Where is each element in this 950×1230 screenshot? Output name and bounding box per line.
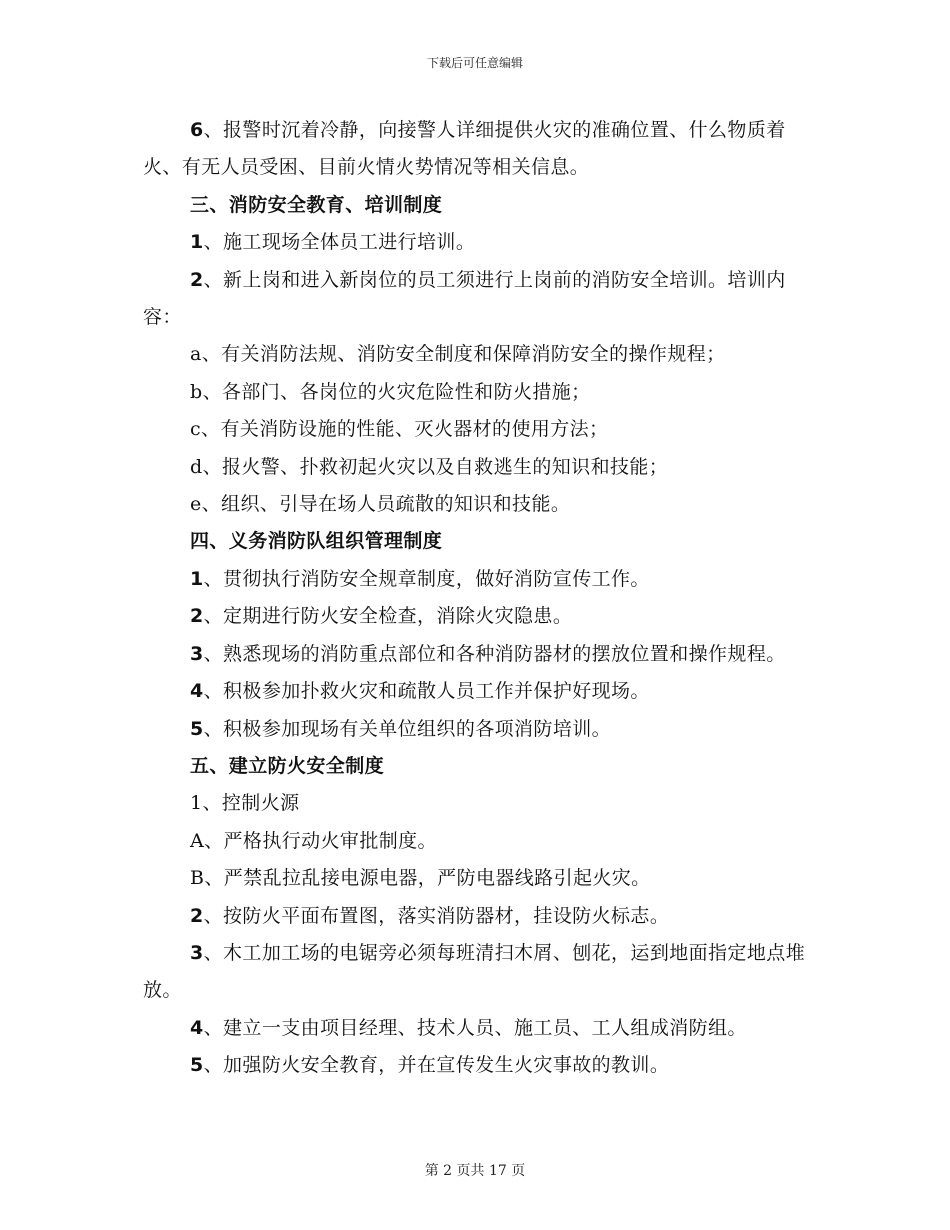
paragraph [143,598,813,635]
paragraph [143,823,813,860]
item-number: 4 [190,680,204,703]
paragraph-text: b、各部门、各岗位的火灾危险性和防火措施； [190,380,591,403]
section-heading [143,523,813,560]
paragraph-text: B、严禁乱拉乱接电源电器，严防电器线路引起火灾。 [190,867,651,890]
paragraph-text: 、积极参加现场有关单位组织的各项消防培训。 [203,717,612,740]
item-number: 3 [190,941,204,964]
paragraph-text: 、积极参加扑救火灾和疏散人员工作并保护好现场。 [203,680,650,703]
paragraph-text: 、施工现场全体员工进行培训。 [203,231,476,254]
paragraph-text: 、木工加工场的电锯旁必须每班清扫木屑、刨花，运到地面指定地点堆放。 [143,941,806,1002]
paragraph [143,711,813,748]
document-body [143,112,813,1085]
paragraph [143,860,813,897]
page-header: 下载后可任意编辑 [426,56,523,70]
heading-text: 三、消防安全教育、培训制度 [190,193,443,216]
paragraph-text: 、贯彻执行消防安全规章制度，做好消防宣传工作。 [203,567,650,590]
item-number: 6 [190,119,204,141]
paragraph-text: 、报警时沉着冷静，向接警人详细提供火灾的准确位置、什么物质着火、有无人员受困、目前火情火势情况等相关信息。 [143,119,786,179]
paragraph-text: d、报火警、扑救初起火灾以及自救逃生的知识和技能； [190,455,669,478]
paragraph [143,262,813,337]
item-number: 1 [190,231,204,254]
paragraph-text: c、有关消防设施的性能、灭火器材的使用方法； [190,418,609,441]
paragraph-text: 、新上岗和进入新岗位的员工须进行上岗前的消防安全培训。培训内容： [143,268,786,329]
item-number: 5 [190,1054,204,1077]
paragraph-text: 、加强防火安全教育，并在宣传发生火灾事故的教训。 [203,1054,670,1077]
paragraph-text: 、按防火平面布置图，落实消防器材，挂设防火标志。 [203,904,670,927]
item-number: 5 [190,717,204,740]
paragraph [143,336,813,373]
item-number: 1 [190,567,204,590]
section-heading [143,748,813,785]
item-number: 2 [190,268,204,291]
paragraph [143,374,813,411]
section-heading [143,187,813,224]
paragraph [143,673,813,710]
paragraph [143,112,813,187]
paragraph-text: 1、控制火源 [190,792,300,815]
heading-text: 五、建立防火安全制度 [190,754,385,777]
paragraph [143,636,813,673]
paragraph-text: A、严格执行动火审批制度。 [190,829,437,852]
paragraph [143,1010,813,1047]
paragraph [143,935,813,1010]
paragraph-text: e、组织、引导在场人员疏散的知识和技能。 [190,493,571,516]
paragraph [143,449,813,486]
item-number: 2 [190,605,204,628]
paragraph-text: 、熟悉现场的消防重点部位和各种消防器材的摆放位置和操作规程。 [203,642,786,665]
paragraph [143,1047,813,1084]
paragraph [143,486,813,523]
item-number: 2 [190,904,204,927]
paragraph [143,561,813,598]
paragraph-text: 、定期进行防火安全检查，消除火灾隐患。 [203,605,573,628]
heading-text: 四、义务消防队组织管理制度 [190,530,443,553]
page-number-footer: 第 2 页共 17 页 [424,1163,526,1179]
item-number: 3 [190,642,204,665]
paragraph [143,411,813,448]
paragraph-text: a、有关消防法规、消防安全制度和保障消防安全的操作规程； [190,343,726,366]
paragraph [143,785,813,822]
paragraph-text: 、建立一支由项目经理、技术人员、施工员、工人组成消防组。 [203,1016,747,1039]
paragraph [143,224,813,261]
item-number: 4 [190,1016,204,1039]
paragraph [143,898,813,935]
